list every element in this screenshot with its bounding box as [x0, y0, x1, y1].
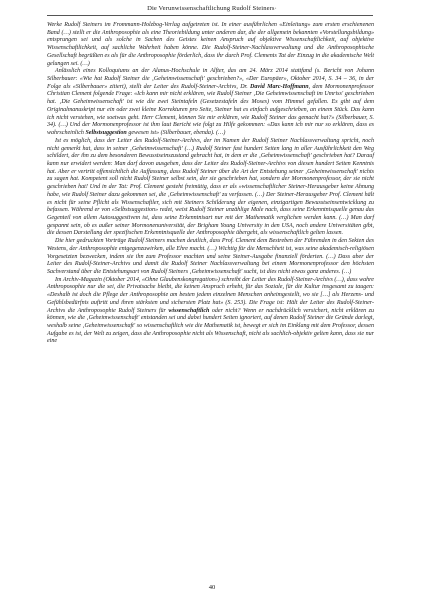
paragraph: [47, 22, 374, 68]
paragraph: [47, 277, 374, 346]
text-run: oder nicht? Wenn er nachdrücklich versichert, nicht erklären zu können, wie die ‚Geheimwissenschaft' entstanden sei und dabei hundert Seiten ignoriert, auf denen Rudolf Steiner die Gründe darlegt, weshalb seine ‚Geheimwissenschaft' so wissenschaftlich wie die Mathematik ist, bewegt er sich im Einklang mit dem Professor, dessen Aufgabe es ist, der Welt zu zeigen, dass die Anthroposophie nicht als Wissenschaft, nicht als sachlich-objektiv gelten kann, dass sie nur eine: [47, 307, 374, 345]
header-rule: [47, 15, 373, 16]
emphasized-term: Selbstsuggestion: [85, 130, 127, 137]
running-header: Die Verunwissenschaftlichung Rudolf Steiners·: [147, 5, 277, 12]
text-run: gewesen ist» (Silberbauer, ebenda). (…): [126, 130, 226, 137]
text-run: , dem Mormonenprofessor Christian Clement folgende Frage: «Ich kann mir nicht erklären, wie Rudolf Steiner ‚Die Geheimwissenschaft im Umriss' geschrieben hat. ‚Die Geheimwissenschaft' ist wie die zwei Steintafeln (Gesetzestafeln des Moses) vom Himmel gefallen. Es gibt auf dem Originalmanuskript nur ein oder zwei kleine Korrekturen pro Seite, Steiner hat es einfach aufgeschrieben, an einem Stück. Das kann ich nicht verstehen, wie soetwas geht. Herr Clement, können Sie mir erklären, wie Rudolf Steiner das gemacht hat?» (Silberbauer, S. 34). (…) Und der Mormonenprofessor ist ihm laut Bericht wie folgt zu Hilfe gekommen: «Das kann ich mir nur so erklären, dass es wahrscheinlich: [47, 83, 374, 137]
emphasized-term: David Marc-Hoffmann: [250, 83, 309, 90]
paragraph: [47, 68, 374, 137]
text-run: Anlässlich eines Kolloquiums an der Alanus-Hochschule in Alfter, das am 24. März 2014 stattfand (s. Bericht von Johann Silberbauer: «Wie hat Rudolf Steiner die ‚Geheimwissenschaft' geschrieben?», «Der Europäer», Oktober 2014, S. 34 – 36, in der Folge als «Silberbauer» zitiert), stellt der Leiter des Rudolf-Steiner-Archivs, Dr.: [47, 68, 374, 90]
text-run: Die hier gedruckten Vorträge Rudolf Steiners machen deutlich, dass Prof. Clement dem Bestreben der Führenden in den Sekten des Westens, der Anthroposophie entgegenzuwirken, alle Ehre macht. (…) Wichtig für die Menschheit ist, was seine akademisch-religiösen Vorgesetzten bezwecken, indem sie ihn zum Professor machten und seine Steiner-Ausgabe finanziell förderten. (…) Dass aber der Leiter des Rudolf-Steiner-Archivs und damit die Rudolf Steiner Nachlassverwaltung bei einem Mormonenprofessor den höchsten Sachverstand über die Entstehungsart von Rudolf Steiners ‚Geheimwissenschaft' sucht, ist dies nicht etwas ganz anderes. (…): [47, 238, 374, 275]
page-number: 40: [208, 584, 216, 591]
text-run: Im Archiv-Magazin (Oktober 2014, «Ohne Glaubenskongregation») schreibt der Leiter des Rudolf-Steiner-Archivs (…), dass wahre Anthroposophie nur die sei, die Privatsache bleibt, die keinen Anspruch erhebt, für das Soziale, für die Kultur insgesamt zu taugen: «Deshalb ist doch die Pflege der Anthroposophie am besten jedem einzelnen Menschen anheimgestellt, wo sie […] als Herzens- und Gefühlsbedürfnis auftritt und ihren stärksten und sichersten Platz hat» (S. 253). Die Frage ist: Hält der Leiter des Rudolf-Steiner-Archivs die Anthroposophie Rudolf Steiners für: [47, 276, 374, 314]
body-text: [47, 22, 374, 346]
paragraph: [47, 238, 374, 277]
emphasized-term: wissenschaftlich: [168, 307, 210, 314]
text-run: Ist es möglich, dass der Leiter des Rudolf-Steiner-Archivs, der im Namen der Rudolf Steiner Nachlassverwaltung spricht, noch nicht gemerkt hat, dass in seiner ‚Geheimwissenschaft' (…) Rudolf Steiner fast hundert Seiten lang in aller Ausführlichkeit den Weg schildert, der ihn zu dem besonderen Bewusstseinszustand gebracht hat, in dem er die ‚Geheimwissenschaft' geschrieben hat? Darauf kann nur erwidert werden: Man darf davon ausgehen, dass der Leiter des Rudolf-Steiner-Archivs von diesen hundert Seiten Kenntnis hat. Aber er vertritt offensichtlich die Auffassung, dass Rudolf Steiner über die Art der Entstehung seiner ‚Geheimwissenschaft' nichts zu sagen hat. Kompetent soll nicht Rudolf Steiner selbst sein, der sie geschrieben hat, sondern der Mormonenprofessor, der sie nicht geschrieben hat! Und in der Tat: Prof. Clement gesteht freimütig, dass er als »wissenschaftlicher Steiner-Herausgeber keine Ahnung habe, wie Rudolf Steiner dazu gekommen sei, die ‚Geheimwissenschaft' zu verfassen. (…) Der Steiner-Herausgeber Prof. Clement hält es nicht für seine Pflicht als Wissenschaftler, sich mit Steiners Schilderung der eigenen, einzigartigen Bewusstseinsentwicklung zu befassen. Während er von «Selbstsuggestion» redet, weist Rudolf Steiner unzählige Male nach, dass seine Erkenntnisquelle genau das Gegenteil von allem Autosuggestivem ist, dass seine Erkenntnisart nur mit der Mathematik verglichen werden kann. (…) Man darf gespannt sein, ob es außer seiner Mormonenuniversität, der Brigham Young University in den USA, noch andere Universitäten gibt, die dessen Darstellung der spezifischen Erkenntnisquelle der Anthroposophie übergeht, als wissenschaftlich gelten lassen.: [47, 137, 374, 237]
text-run: Werke Rudolf Steiners im Frommann-Holzbog-Verlag aufgetreten ist. In einer ausführlichen «Einleitung» zum ersten erschienenen Band (…) stellt er die Anthroposophie als eine Theoriebildung unter anderen dar, die der allgemein bekannten «Vorstellungsbildung» entsprungen sei und als solche in Sachen des Geistes keinen Anspruch auf objektive Wissenschaftlichkeit, auf objektive Wissenschaftlichkeit, auf sachliche Wahrheit haben könne. Die Rudolf-Steiner-Nachlassverwaltung und die Anthroposophische Gesellschaft begrüßten es als für die Anthroposophie förderlich, dass ihr durch Prof. Clements Tat der Einzug in die akademische Welt gelungen sei. (…): [47, 22, 374, 67]
paragraph: [47, 138, 374, 238]
